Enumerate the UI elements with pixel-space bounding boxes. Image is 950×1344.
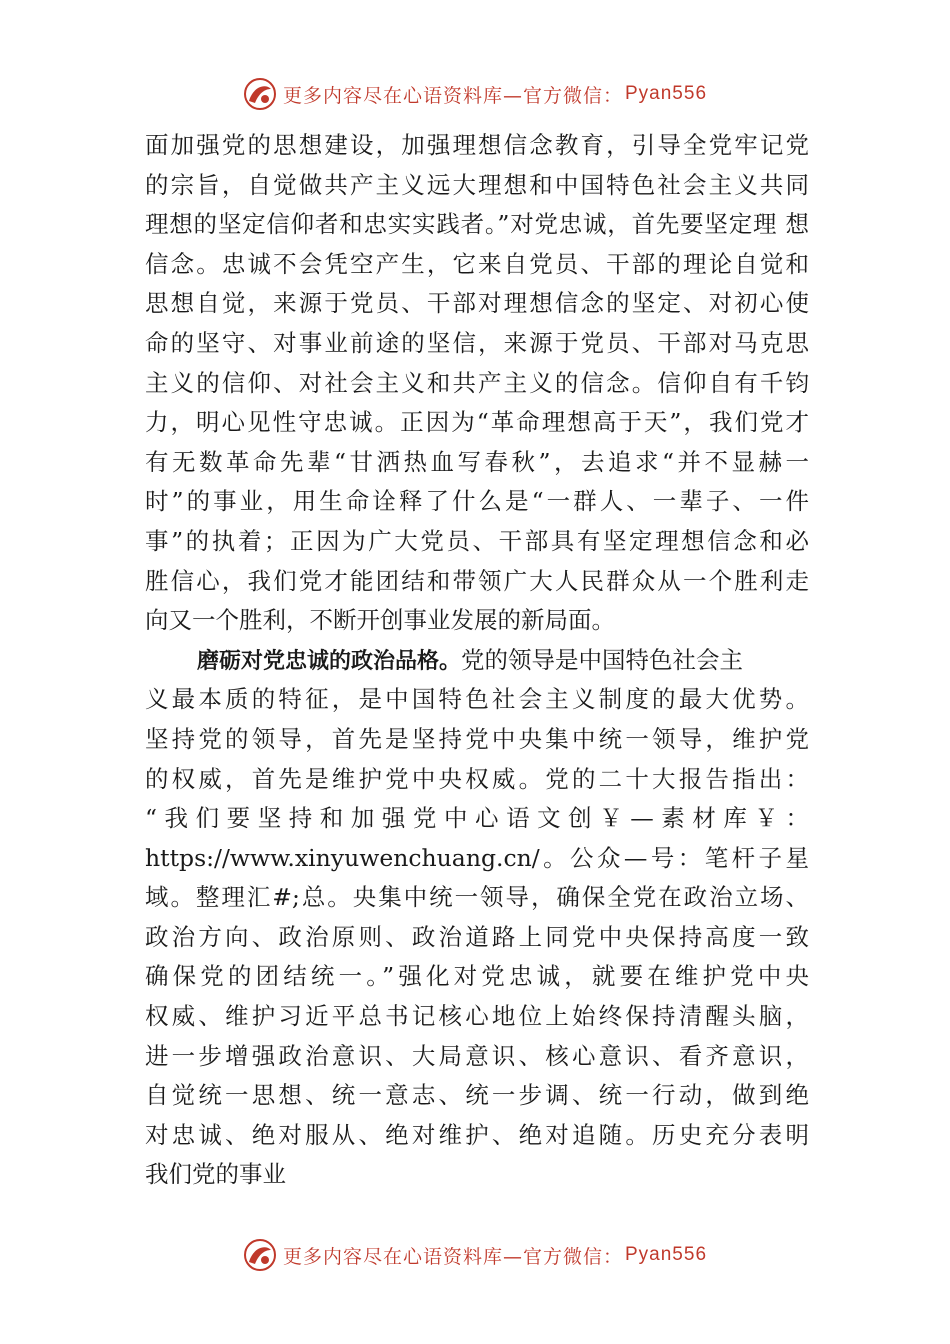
text-line: 我们党的事业 — [145, 1160, 286, 1189]
text-line: 义最本质的特征，是中国特色社会主义制度的最大优势。 — [145, 685, 809, 714]
text-span: 党的领导是中国特色社会主 — [461, 645, 744, 674]
footer-banner — [0, 1235, 950, 1275]
header-wechat-id: Pyan556 — [625, 83, 708, 104]
text-line: 有无数革命先辈“甘洒热血写春秋”，去追求“并不显赫一 — [145, 447, 809, 476]
text-line: 事”的执着；正因为广大党员、干部具有坚定理想信念和必 — [145, 526, 809, 555]
text-line: 进一步增强政治意识、大局意识、核心意识、看齐意识， — [145, 1041, 809, 1070]
header-banner — [0, 74, 950, 114]
text-line: 思想自觉，来源于党员、干部对理想信念的坚定、对初心使 — [145, 289, 809, 318]
text-line: 面加强党的思想建设，加强理想信念教育，引导全党牢记党 — [145, 131, 809, 159]
text-line: 胜信心，我们党才能团结和带领广大人民群众从一个胜利走 — [145, 566, 809, 595]
text-line: 信念。忠诚不会凭空产生，它来自党员、干部的理论自觉和 — [145, 249, 809, 278]
text-line: 坚持党的领导，首先是坚持党中央集中统一领导，维护党 — [145, 724, 809, 753]
header-banner-text: 更多内容尽在心语资料库—官方微信： — [282, 84, 623, 107]
section-heading: 磨砺对党忠诚的政治品格。 — [197, 648, 462, 674]
footer-banner-text: 更多内容尽在心语资料库—官方微信： — [282, 1245, 623, 1268]
text-line: 主义的信仰、对社会主义和共产主义的信念。信仰自有千钧 — [145, 368, 809, 397]
text-line: 确保党的团结统一。”强化对党忠诚，就要在维护党中央 — [145, 962, 809, 991]
text-line: 时”的事业，用生命诠释了什么是“一群人、一辈子、一件 — [145, 487, 809, 516]
text-line: 域。整理汇#;总。央集中统一领导，确保全党在政治立场、 — [145, 883, 809, 912]
text-line: 政治方向、政治原则、政治道路上同党中央保持高度一致 — [145, 922, 809, 951]
text-line: 理想的坚定信仰者和忠实实践者。”对党忠诚，首先要坚定理 想 — [145, 210, 809, 239]
text-line: “我们要坚持和加强党中心语文创￥—素材库￥： — [145, 804, 809, 833]
text-line: 力，明心见性守忠诚。正因为“革命理想高于天”，我们党才 — [145, 408, 809, 437]
document-body — [145, 126, 809, 1195]
logo-icon — [243, 77, 277, 111]
text-line: 的宗旨，自觉做共产主义远大理想和中国特色社会主义共同 — [145, 170, 809, 199]
footer-wechat-id: Pyan556 — [625, 1244, 708, 1265]
text-line: 向又一个胜利，不断开创事业发展的新局面。 — [145, 606, 615, 635]
logo-icon — [243, 1238, 277, 1272]
text-line: 的权威，首先是维护党中央权威。党的二十大报告指出： — [145, 764, 809, 793]
text-line: 权威、维护习近平总书记核心地位上始终保持清醒头脑， — [145, 1002, 809, 1031]
text-line: https://www.xinyuwenchuang.cn/。公众—号：笔杆子星 — [145, 843, 809, 872]
text-line: 自觉统一思想、统一意志、统一步调、统一行动，做到绝 — [145, 1081, 809, 1110]
paragraph2-first-line — [145, 641, 809, 681]
text-line: 对忠诚、绝对服从、绝对维护、绝对追随。历史充分表明 — [145, 1120, 809, 1149]
text-line: 命的坚守、对事业前途的坚信，来源于党员、干部对马克思 — [145, 328, 809, 357]
